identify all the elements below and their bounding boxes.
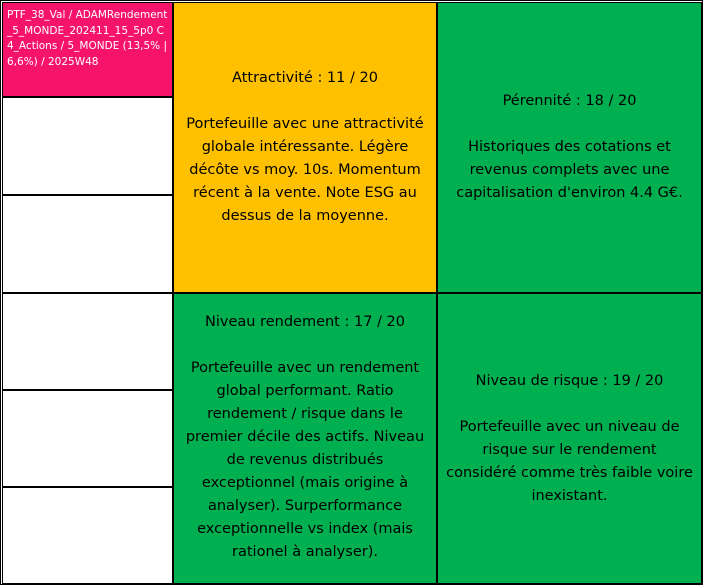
rendement-body: Portefeuille avec un rendement global performant. Ratio rendement / risque dans le premier décile des actifs. Niveau de revenus distribués exceptionnel (mais origine à analyser). Surperformance exceptionnelle vs index (mais rationel à analyser).: [185, 360, 425, 560]
empty-cell: [2, 293, 173, 390]
attractivite-body: Portefeuille avec une attractivité globale intéressante. Légère décôte vs moy. 10s. Momentum récent à la vente. Note ESG au dessus de la moyenne.: [186, 116, 424, 224]
perennite-panel: [437, 2, 702, 293]
empty-cell: [2, 195, 173, 293]
portfolio-tag: PTF_38_Val / ADAMRendement_5_MONDE_202411_15_5p0 C4_Actions / 5_MONDE (13,5% | 6,6%) / 2025W48: [2, 2, 173, 97]
risque-body: Portefeuille avec un niveau de risque sur le rendement considéré comme très faible voire inexistant.: [446, 418, 693, 504]
risque-title: Niveau de risque : 19 / 20: [475, 372, 664, 389]
perennite-body: Historiques des cotations et revenus complets avec une capitalisation d'environ 4.4 G€.: [456, 139, 683, 201]
attractivite-title: Attractivité : 11 / 20: [232, 70, 378, 86]
rendement-panel: [173, 293, 437, 584]
empty-cell: [2, 487, 173, 584]
empty-cell: [2, 97, 173, 195]
risque-panel: [437, 293, 702, 584]
perennite-title: Pérennité : 18 / 20: [502, 93, 637, 109]
attractivite-panel: [173, 2, 437, 293]
empty-cell: [2, 390, 173, 487]
rendement-title: Niveau rendement : 17 / 20: [205, 314, 405, 330]
